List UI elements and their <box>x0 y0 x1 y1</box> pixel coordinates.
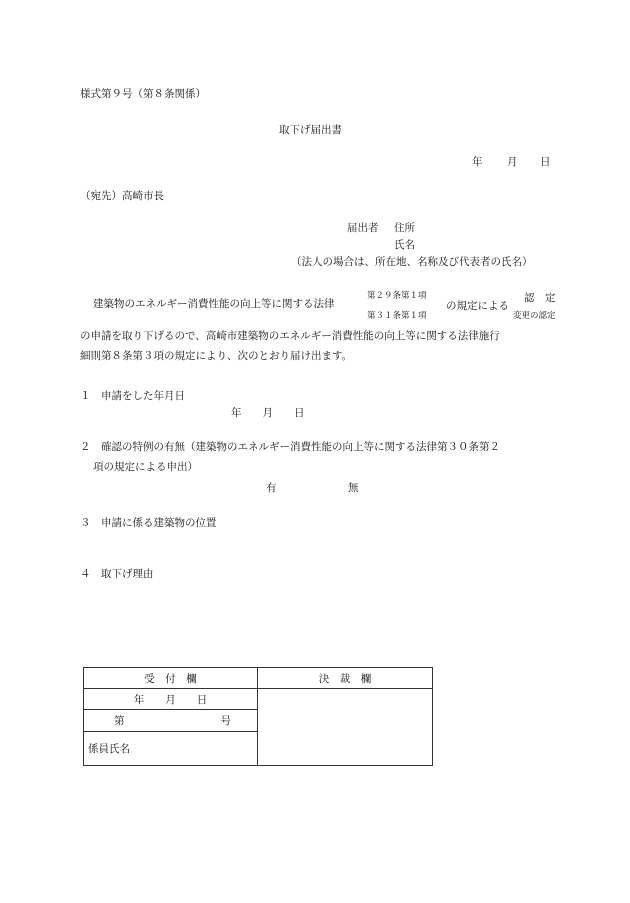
applicant-address-label: 住所 <box>394 222 415 234</box>
item2-yes: 有 <box>266 482 277 494</box>
number-prefix: 第 <box>114 715 125 727</box>
item1-label: １ 申請をした年月日 <box>80 390 185 402</box>
article-option-2: 第３１条第１項 <box>367 311 427 321</box>
date-year: 年 <box>472 156 483 168</box>
law-prefix: 建築物のエネルギー消費性能の向上等に関する法律 <box>93 298 335 310</box>
article-option-1: 第２９条第１項 <box>367 291 427 301</box>
applicant-note: （法人の場合は、所在地、名称及び代表者の氏名） <box>291 256 533 268</box>
reception-table <box>83 667 433 766</box>
page-title: 取下げ届出書 <box>279 124 342 136</box>
item4-label: ４ 取下げ理由 <box>80 568 154 580</box>
item2-line1: ２ 確認の特例の有無（建築物のエネルギー消費性能の向上等に関する法律第３０条第２ <box>80 441 500 453</box>
applicant-label: 届出者 <box>347 222 379 234</box>
addressee: （宛先）高崎市長 <box>80 190 164 202</box>
number-suffix: 号 <box>220 715 231 727</box>
form-number: 様式第９号（第８条関係） <box>80 88 206 100</box>
type-option-1: 認 定 <box>524 292 556 304</box>
item1-date: 年 月 日 <box>231 407 305 419</box>
body-line-3: 細則第８条第３項の規定により、次のとおり届け出ます。 <box>80 350 353 362</box>
reception-date: 年 月 日 <box>84 689 258 710</box>
reception-staff: 係員氏名 <box>84 732 258 766</box>
body-line-2: の申請を取り下げるので、高崎市建築物のエネルギー消費性能の向上等に関する法律施行 <box>80 330 500 342</box>
date-month: 月 <box>507 156 518 168</box>
reception-header: 受 付 欄 <box>84 668 258 689</box>
approval-header: 決 裁 欄 <box>258 668 433 689</box>
item2-no: 無 <box>348 482 359 494</box>
applicant-name-label: 氏名 <box>394 239 415 251</box>
reception-number <box>84 710 258 732</box>
item3-label: ３ 申請に係る建築物の位置 <box>80 517 217 529</box>
date-day: 日 <box>540 156 551 168</box>
approval-cell <box>258 689 433 766</box>
body-middle: の規定による <box>446 300 509 312</box>
item2-line2: 項の規定による申出） <box>93 461 198 473</box>
type-option-2: 変更の認定 <box>513 311 556 321</box>
